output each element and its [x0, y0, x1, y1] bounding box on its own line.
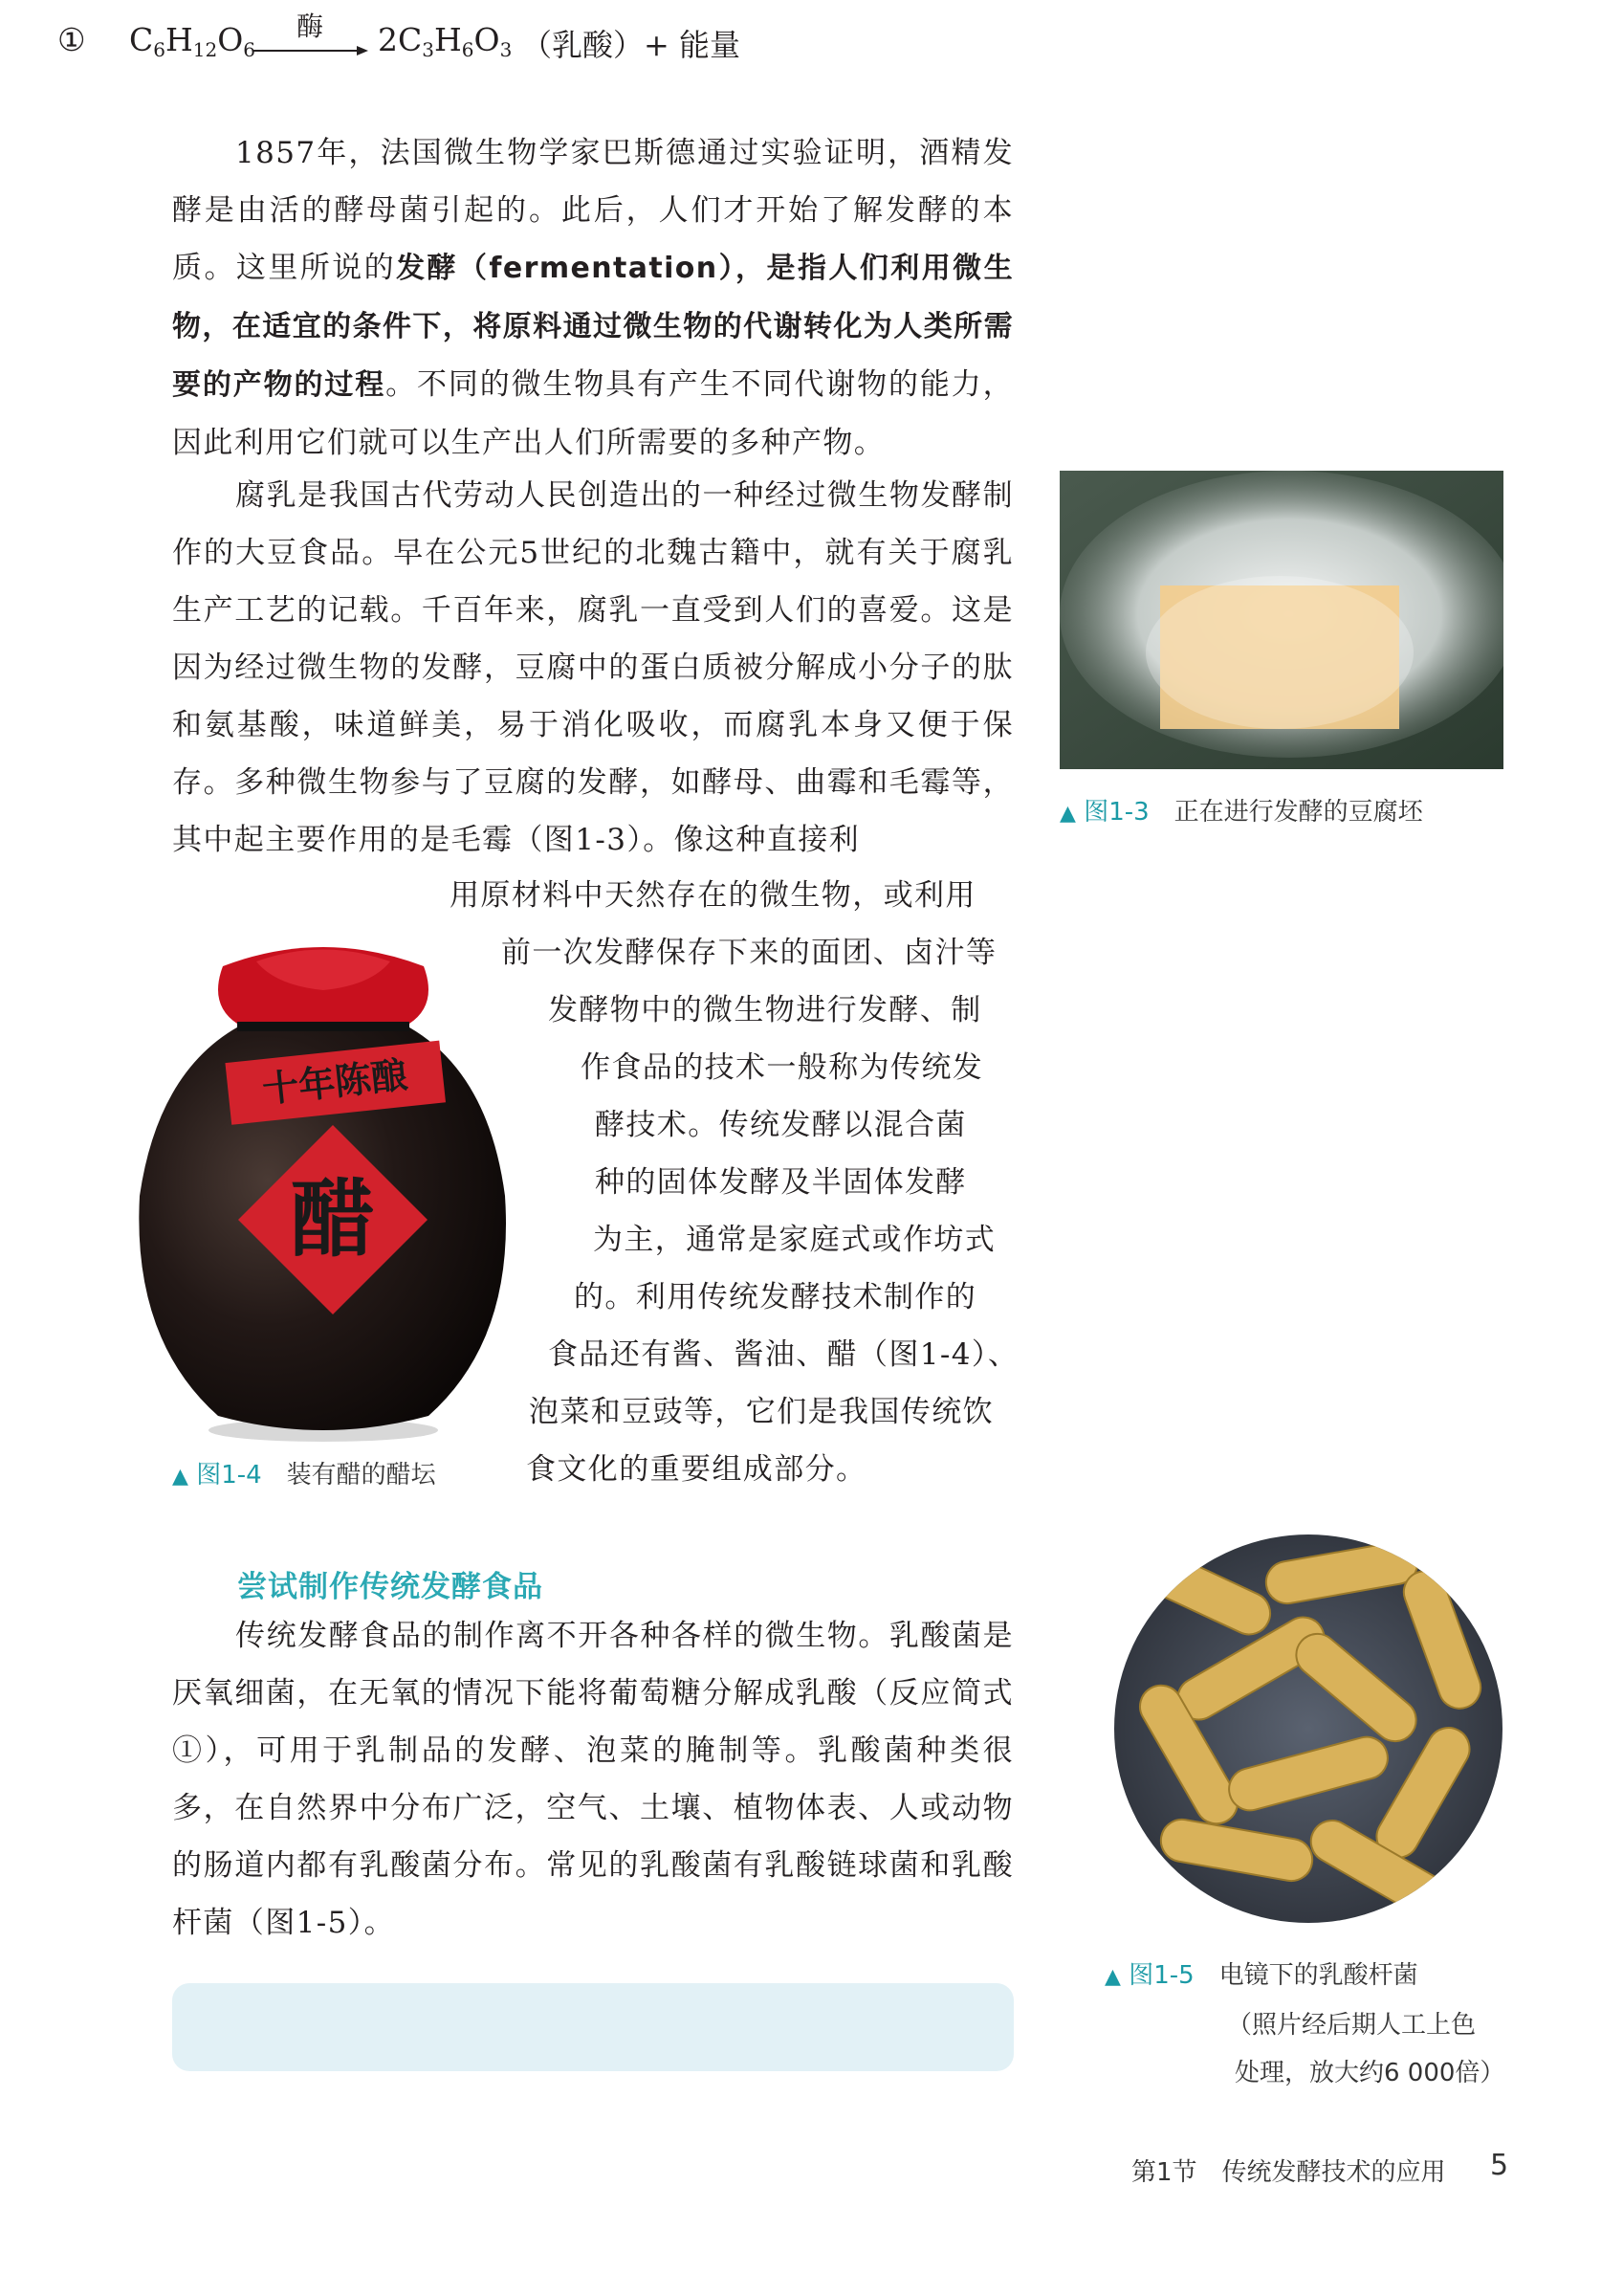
footer-section-title: 第1节 传统发酵技术的应用 — [1131, 2158, 1446, 2187]
paragraph-3: 传统发酵食品的制作离不开各种各样的微生物。乳酸菌是厌氧细菌，在无氧的情况下能将葡萄糖分解成乳酸（反应简式①），可用于乳制品的发酵、泡菜的腌制等。乳酸菌种类很多，在自然界中分布广泛，空气、土壤、植物体表、人或动物的肠道内都有乳酸菌分布。常见的乳酸菌有乳酸链球菌和乳酸杆菌（图1-5）。 — [172, 1619, 1014, 1940]
triangle-icon: ▲ — [172, 1465, 188, 1489]
caption-line: 处理，放大约6 000倍） — [1235, 2059, 1505, 2087]
wrap-line: 酵技术。传统发酵以混合菌 — [595, 1108, 967, 1142]
triangle-icon: ▲ — [1060, 802, 1076, 826]
para1-text-after: 。不同的微生物具有产生不同代谢物的能力，因此利用它们就可以生产出人们所需要的多种产物。 — [172, 367, 1014, 460]
reaction-formula — [0, 0, 842, 88]
tofu-fermentation-photo — [1060, 471, 1503, 769]
section-heading: 尝试制作传统发酵食品 — [237, 1570, 543, 1604]
figure-1-4-caption: ▲ 图1-4 装有醋的醋坛 — [172, 1461, 436, 1490]
wrap-line: 食文化的重要组成部分。 — [526, 1452, 867, 1487]
wrap-line: 泡菜和豆豉等，它们是我国传统饮 — [529, 1395, 994, 1429]
fermentation-definition: 发酵（fermentation），是指人们利用微生物，在适宜的条件下，将原料通过微生物的代谢转化为人类所需要的产物的过程 — [172, 252, 1014, 402]
figure-1-5-caption: ▲ 图1-5 电镜下的乳酸杆菌 （照片经后期人工上色 处理，放大约6 000倍） — [1105, 1952, 1504, 2097]
lactobacillus-photo — [1112, 1533, 1504, 1925]
vinegar-jar-photo — [122, 909, 524, 1445]
jar-label-top: 十年陈酿 — [260, 1053, 410, 1112]
formula-product-note: （乳酸）+ 能量 — [521, 27, 740, 63]
wrap-line: 作食品的技术一般称为传统发 — [581, 1050, 984, 1085]
wrap-line: 食品还有酱、酱油、醋（图1-4）、 — [548, 1337, 1020, 1372]
figure-1-3-caption: ▲ 图1-3 正在进行发酵的豆腐坯 — [1060, 798, 1423, 827]
triangle-icon: ▲ — [1105, 1965, 1121, 1989]
wrap-line: 发酵物中的微生物进行发酵、制 — [548, 993, 982, 1027]
caption-line: （照片经后期人工上色 — [1227, 2011, 1477, 2040]
wrap-line: 前一次发酵保存下来的面团、卤汁等 — [501, 936, 998, 970]
formula-index: ① — [57, 21, 86, 58]
page-number: 5 — [1490, 2149, 1509, 2182]
reaction-arrow-icon — [253, 44, 368, 57]
wrap-line: 的。利用传统发酵技术制作的 — [574, 1280, 977, 1314]
wrap-line: 用原材料中天然存在的微生物，或利用 — [450, 878, 976, 913]
lactic-acid-formula: $2C_3H_6O_3$ — [378, 21, 513, 61]
para1-text: 1857年，法国微生物学家巴斯德通过实验证明，酒精发酵是由活的酵母菌引起的。此后，人们才开始了解发酵的本质。这里所说的 — [172, 136, 1014, 285]
wrap-line: 为主，通常是家庭式或作坊式 — [593, 1223, 997, 1257]
enzyme-label: 酶 — [296, 11, 324, 42]
reaction-formula-box — [172, 1983, 1014, 2071]
wrap-line: 种的固体发酵及半固体发酵 — [595, 1165, 967, 1200]
glucose-formula: $C_6H_{12}O_6$ — [129, 21, 256, 61]
paragraph-2: 腐乳是我国古代劳动人民创造出的一种经过微生物发酵制作的大豆食品。早在公元5世纪的北魏古籍中，就有关于腐乳生产工艺的记载。千百年来，腐乳一直受到人们的喜爱。这是因为经过微生物的发酵，豆腐中的蛋白质被分解成小分子的肽和氨基酸，味道鲜美，易于消化吸收，而腐乳本身又便于保存。多种微生物参与了豆腐的发酵，如酵母、曲霉和毛霉等，其中起主要作用的是毛霉（图1-3）。像这种直接利 — [172, 478, 1014, 857]
paragraph-1 — [172, 124, 1014, 472]
jar-label-main: 醋 — [290, 1169, 376, 1269]
